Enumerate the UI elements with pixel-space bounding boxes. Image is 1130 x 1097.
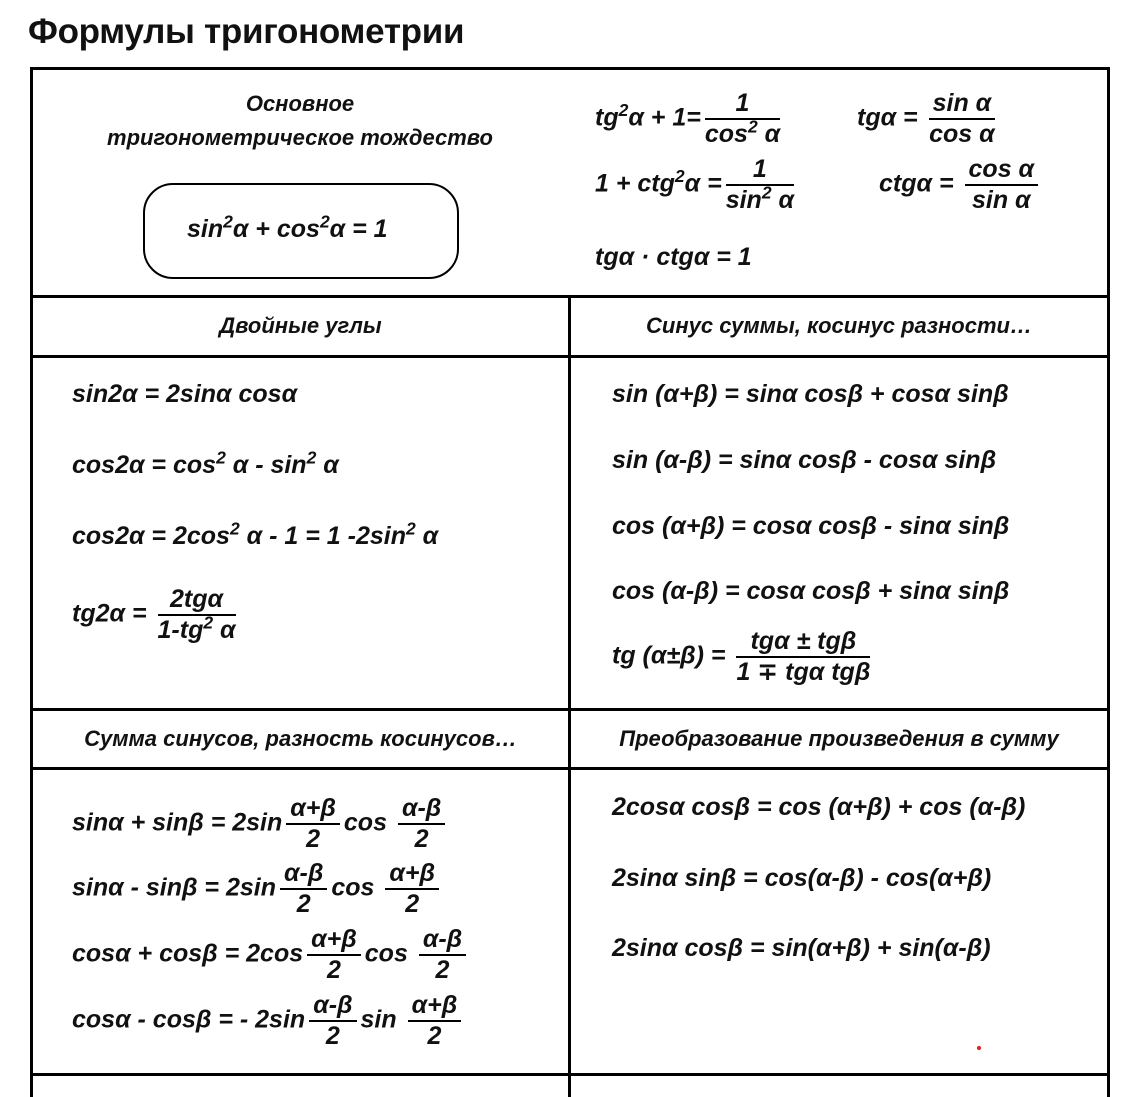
sin-plus-sin-formula: sinα + sinβ = 2sin $\frac{\alpha+\beta}{2}$ cos $\frac{\alpha-\beta}{2}$ [72, 796, 449, 852]
tg-sum-formula: tg (α±β) = $\frac{\text{tgα ± tgβ}}{\text{1 ∓ tgα tgβ}}$ [612, 627, 871, 686]
tg-squared-formula: $tg^2\alpha + 1=$ $\frac{1}{\cos^2 \alpha}$ [595, 89, 781, 148]
double-cos-formula: $\cos 2\alpha = \cos^2 \alpha - \sin^2 \alpha$ [72, 447, 339, 479]
sum-of-sines-header: Сумма синусов, разность косинусов… [84, 726, 517, 751]
cos-minus-cos-formula: cosα - cosβ = - 2sin $\frac{\alpha-\beta}{2}$ sin $\frac{\alpha+\beta}{2}$ [72, 993, 465, 1049]
sin-difference-formula: sin (α-β) = sinα cosβ - cosα sinβ [612, 446, 997, 474]
double-tg-formula: tg2α = $\frac{\text{2tgα}}{1-tg^2 \alpha}$ [72, 585, 236, 644]
sin-sum-formula: sin (α+β) = sinα cosβ + cosα sinβ [612, 380, 1009, 408]
double-cos-alt-formula: $\cos 2\alpha = 2\cos^2$ α - 1 = 1 $-2\sin^2$ α [72, 518, 439, 550]
identity-heading-line1: Основное [245, 91, 355, 116]
tg-ctg-product-formula: tgα · ctgα = 1 [595, 243, 752, 271]
sum-difference-header: Синус суммы, косинус разности… [646, 313, 1032, 338]
cos-sum-formula: cos (α+β) = cosα cosβ - sinα sinβ [612, 512, 1010, 540]
identity-heading-line2: тригонометрическое тождество [107, 125, 493, 150]
sin-sin-product-formula: 2sinα sinβ = cos(α-β) - cos(α+β) [612, 864, 992, 892]
table-border-top [30, 67, 1110, 70]
double-sin-formula: sin2α = 2sinα cosα [72, 380, 298, 408]
cos-cos-product-formula: 2cosα cosβ = cos (α+β) + cos (α-β) [612, 793, 1026, 821]
table-border-right [1107, 67, 1110, 1097]
cos-difference-formula: cos (α-β) = cosα cosβ + sinα sinβ [612, 577, 1010, 605]
formula-table [30, 67, 1110, 1097]
product-to-sum-header: Преобразование произведения в сумму [619, 726, 1059, 751]
sin-minus-sin-formula: sinα - sinβ = 2sin $\frac{\alpha-\beta}{2}$ cos $\frac{\alpha+\beta}{2}$ [72, 861, 443, 917]
page-title: Формулы тригонометрии [28, 12, 465, 51]
table-border-left [30, 67, 33, 1097]
double-angles-header: Двойные углы [219, 313, 382, 338]
ctg-definition-formula: ctgα = $\frac{\text{cos α}}{\text{sin α}}$ [879, 157, 1042, 213]
red-dot-mark [977, 1046, 981, 1050]
identity-heading [70, 91, 530, 151]
tg-definition-formula: tgα = $\frac{\text{sin α}}{\text{cos α}}$ [857, 89, 995, 148]
sin-cos-product-formula: 2sinα cosβ = sin(α+β) + sin(α-β) [612, 934, 991, 962]
table-column-divider [568, 295, 571, 1097]
ctg-squared-formula: 1 + ctg$^2$α = $\frac{1}{\sin^2 \alpha}$ [595, 155, 795, 214]
cos-plus-cos-formula: cosα + cosβ = 2cos $\frac{\alpha+\beta}{2}$ cos $\frac{\alpha-\beta}{2}$ [72, 927, 470, 983]
identity-formula: $\sin^2\alpha + \cos^2\alpha = 1$ [187, 211, 388, 243]
